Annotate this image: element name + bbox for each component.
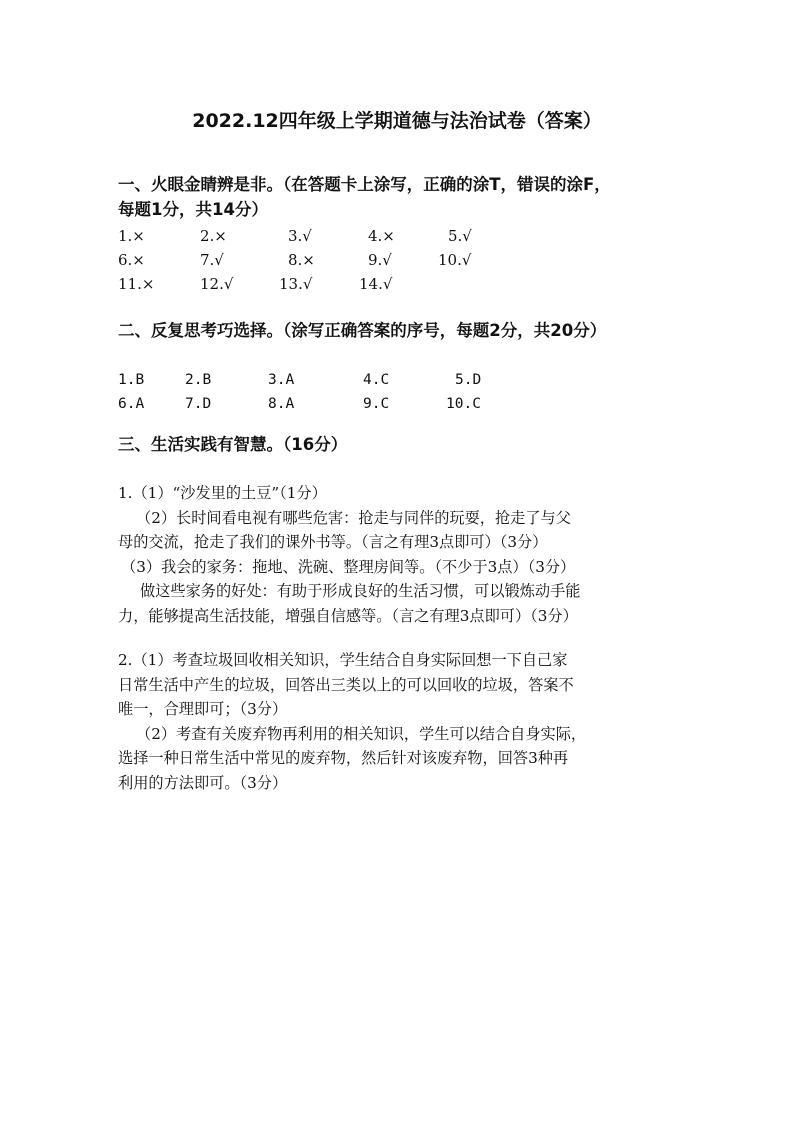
q2-line: 日常生活中产生的垃圾，回答出三类以上的可以回收的垃圾，答案不: [118, 675, 574, 694]
section1-heading-line2: 每题1分，共14分）: [118, 200, 268, 219]
q2-line: （2）考查有关废弃物再利用的相关知识，学生可以结合自身实际，: [136, 724, 587, 743]
q1-line: 力，能够提高生活技能，增强自信感等。（言之有理3点即可）（3分）: [118, 606, 578, 625]
answer-item: 14.√: [359, 275, 393, 293]
answer-item: 3.√: [288, 227, 312, 245]
answer-item: 9.C: [363, 396, 390, 412]
answer-item: 4.C: [363, 372, 390, 388]
q1-line: （2）长时间看电视有哪些危害：抢走与同伴的玩耍，抢走了与父: [136, 508, 571, 527]
answer-item: 6.A: [118, 396, 145, 412]
section2-heading: 二、反复思考巧选择。（涂写正确答案的序号，每题2分，共20分）: [118, 321, 607, 340]
section3-question2: [118, 648, 688, 795]
q1-line: 母的交流，抢走了我们的课外书等。（言之有理3点即可）（3分）: [118, 533, 548, 551]
answer-item: 13.√: [279, 275, 313, 293]
answer-item: 2.B: [185, 372, 212, 388]
answer-item: 6.×: [118, 251, 145, 269]
answer-item: 5.√: [448, 227, 472, 245]
answer-item: 1.×: [118, 227, 145, 245]
q1-line: 1.（1）“沙发里的土豆”（1分）: [118, 484, 327, 502]
answer-item: 11.×: [118, 275, 155, 293]
section3-question1: [118, 481, 688, 628]
answer-item: 3.A: [268, 372, 295, 388]
page-title: 2022.12四年级上学期道德与法治试卷（答案）: [192, 110, 602, 132]
answer-item: 9.√: [368, 251, 392, 269]
answer-item: 12.√: [200, 275, 234, 293]
answer-item: 4.×: [368, 227, 395, 245]
answer-item: 5.D: [455, 372, 482, 388]
q1-line: （3）我会的家务：拖地、洗碗、整理房间等。（不少于3点）（3分）: [121, 557, 576, 576]
answer-item: 10.C: [446, 396, 481, 412]
answer-item: 10.√: [438, 251, 472, 269]
q2-line: 利用的方法即可。（3分）: [118, 773, 288, 792]
section3-heading: 三、生活实践有智慧。（16分）: [118, 435, 348, 454]
section1-heading-line1: 一、火眼金睛辨是非。（在答题卡上涂写，正确的涂T，错误的涂F，: [118, 175, 611, 194]
q2-line: 2.（1）考查垃圾回收相关知识，学生结合自身实际回想一下自己家: [118, 651, 568, 669]
answer-item: 7.√: [200, 251, 224, 269]
answer-item: 7.D: [185, 396, 212, 412]
q1-line: 做这些家务的好处：有助于形成良好的生活习惯，可以锻炼动手能: [140, 582, 581, 600]
answer-item: 8.A: [268, 396, 295, 412]
answer-item: 1.B: [118, 372, 145, 388]
q2-line: 唯一，合理即可；（3分）: [118, 700, 288, 718]
answer-item: 8.×: [288, 251, 315, 269]
q2-line: 选择一种日常生活中常见的废弃物，然后针对该废弃物，回答3种再: [118, 749, 569, 767]
answer-item: 2.×: [200, 227, 227, 245]
